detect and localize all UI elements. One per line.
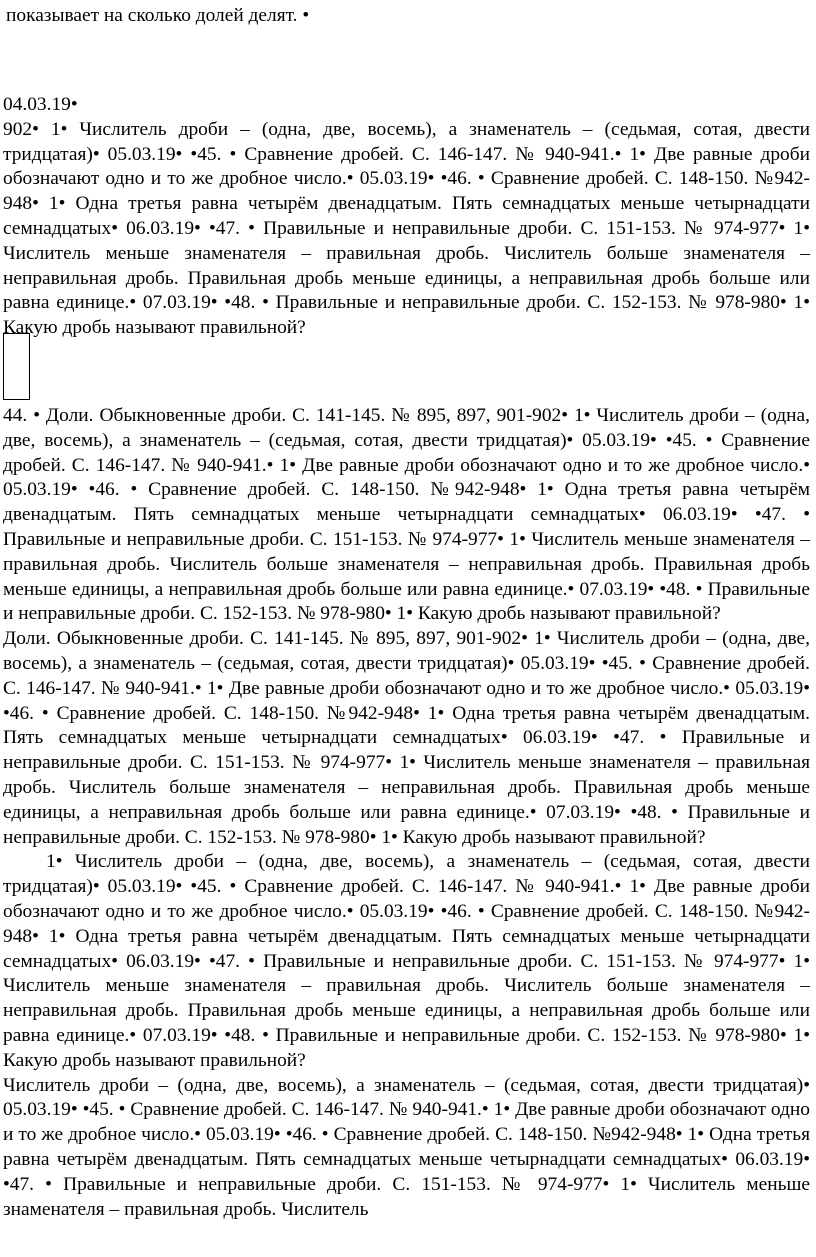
empty-text-box: [3, 333, 30, 400]
top-line-text: показывает на сколько долей делят. •: [6, 5, 310, 26]
paragraph-4: 1• Числитель дроби – (одна, две, восемь), а знаменатель – (седьмая, сотая, двести тридцатая)• 05.03.19• •45. • Сравнение дробей. С. 146-147. № 940-941.• 1• Две равные дроби обозначают одно и то же дробное число.• 05.03.19• •46. • Сравнение дробей. С. 148-150. №942-948• 1• Одна третья равна четырём двенадцатым. Пять семнадцатых меньше четырнадцати семнадцатых• 06.03.19• •47. • Правильные и неправильные дроби. С. 151-153. № 974-977• 1• Числитель меньше знаменателя – правильная дробь. Числитель больше знаменателя – неправильная дробь. Правильная дробь меньше единицы, а неправильная дробь больше или равна единице.• 07.03.19• •48. • Правильные и неправильные дроби. С. 152-153. № 978-980• 1• Какую дробь называют правильной?: [3, 851, 810, 1071]
paragraph-3: Доли. Обыкновенные дроби. С. 141-145. № 895, 897, 901-902• 1• Числитель дроби – (одна, две, восемь), а знаменатель – (седьмая, сотая, двести тридцатая)• 05.03.19• •45. • Сравнение дробей. С. 146-147. № 940-941.• 1• Две равные дроби обозначают одно и то же дробное число.• 05.03.19• •46. • Сравнение дробей. С. 148-150. №942-948• 1• Одна третья равна четырём двенадцатым. Пять семнадцатых меньше четырнадцати семнадцатых• 06.03.19• •47. • Правильные и неправильные дроби. С. 151-153. № 974-977• 1• Числитель меньше знаменателя – правильная дробь. Числитель больше знаменателя – неправильная дробь. Правильная дробь меньше единицы, а неправильная дробь больше или равна единице.• 07.03.19• •48. • Правильные и неправильные дроби. С. 152-153. № 978-980• 1• Какую дробь называют правильной?: [3, 628, 810, 848]
paragraph-2: 44. • Доли. Обыкновенные дроби. С. 141-145. № 895, 897, 901-902• 1• Числитель дроби – (одна, две, восемь), а знаменатель – (седьмая, сотая, двести тридцатая)• 05.03.19• •45. • Сравнение дробей. С. 146-147. № 940-941.• 1• Две равные дроби обозначают одно и то же дробное число.• 05.03.19• •46. • Сравнение дробей. С. 148-150. №942-948• 1• Одна третья равна четырём двенадцатым. Пять семнадцатых меньше четырнадцати семнадцатых• 06.03.19• •47. • Правильные и неправильные дроби. С. 151-153. № 974-977• 1• Числитель меньше знаменателя – правильная дробь. Числитель больше знаменателя – неправильная дробь. Правильная дробь меньше единицы, а неправильная дробь больше или равна единице.• 07.03.19• •48. • Правильные и неправильные дроби. С. 152-153. № 978-980• 1• Какую дробь называют правильной?: [3, 405, 810, 625]
paragraph-1: 902• 1• Числитель дроби – (одна, две, восемь), а знаменатель – (седьмая, сотая, двести тридцатая)• 05.03.19• •45. • Сравнение дробей. С. 146-147. № 940-941.• 1• Две равные дроби обозначают одно и то же дробное число.• 05.03.19• •46. • Сравнение дробей. С. 148-150. №942-948• 1• Одна третья равна четырём двенадцатым. Пять семнадцатых меньше четырнадцати семнадцатых• 06.03.19• •47. • Правильные и неправильные дроби. С. 151-153. № 974-977• 1• Числитель меньше знаменателя – правильная дробь. Числитель больше знаменателя – неправильная дробь. Правильная дробь меньше единицы, а неправильная дробь больше или равна единице.• 07.03.19• •48. • Правильные и неправильные дроби. С. 152-153. № 978-980• 1• Какую дробь называют правильной?: [3, 118, 810, 339]
second-block: [0, 404, 816, 1222]
date-line: 04.03.19•: [3, 94, 78, 115]
first-block: [0, 93, 816, 341]
paragraph-5: Числитель дроби – (одна, две, восемь), а знаменатель – (седьмая, сотая, двести тридцатая)• 05.03.19• •45. • Сравнение дробей. С. 146-147. № 940-941.• 1• Две равные дроби обозначают одно и то же дробное число.• 05.03.19• •46. • Сравнение дробей. С. 148-150. №942-948• 1• Одна третья равна четырём двенадцатым. Пять семнадцатых меньше четырнадцати семнадцатых• 06.03.19• •47. • Правильные и неправильные дроби. С. 151-153. № 974-977• 1• Числитель меньше знаменателя – правильная дробь. Числитель: [3, 1074, 810, 1220]
